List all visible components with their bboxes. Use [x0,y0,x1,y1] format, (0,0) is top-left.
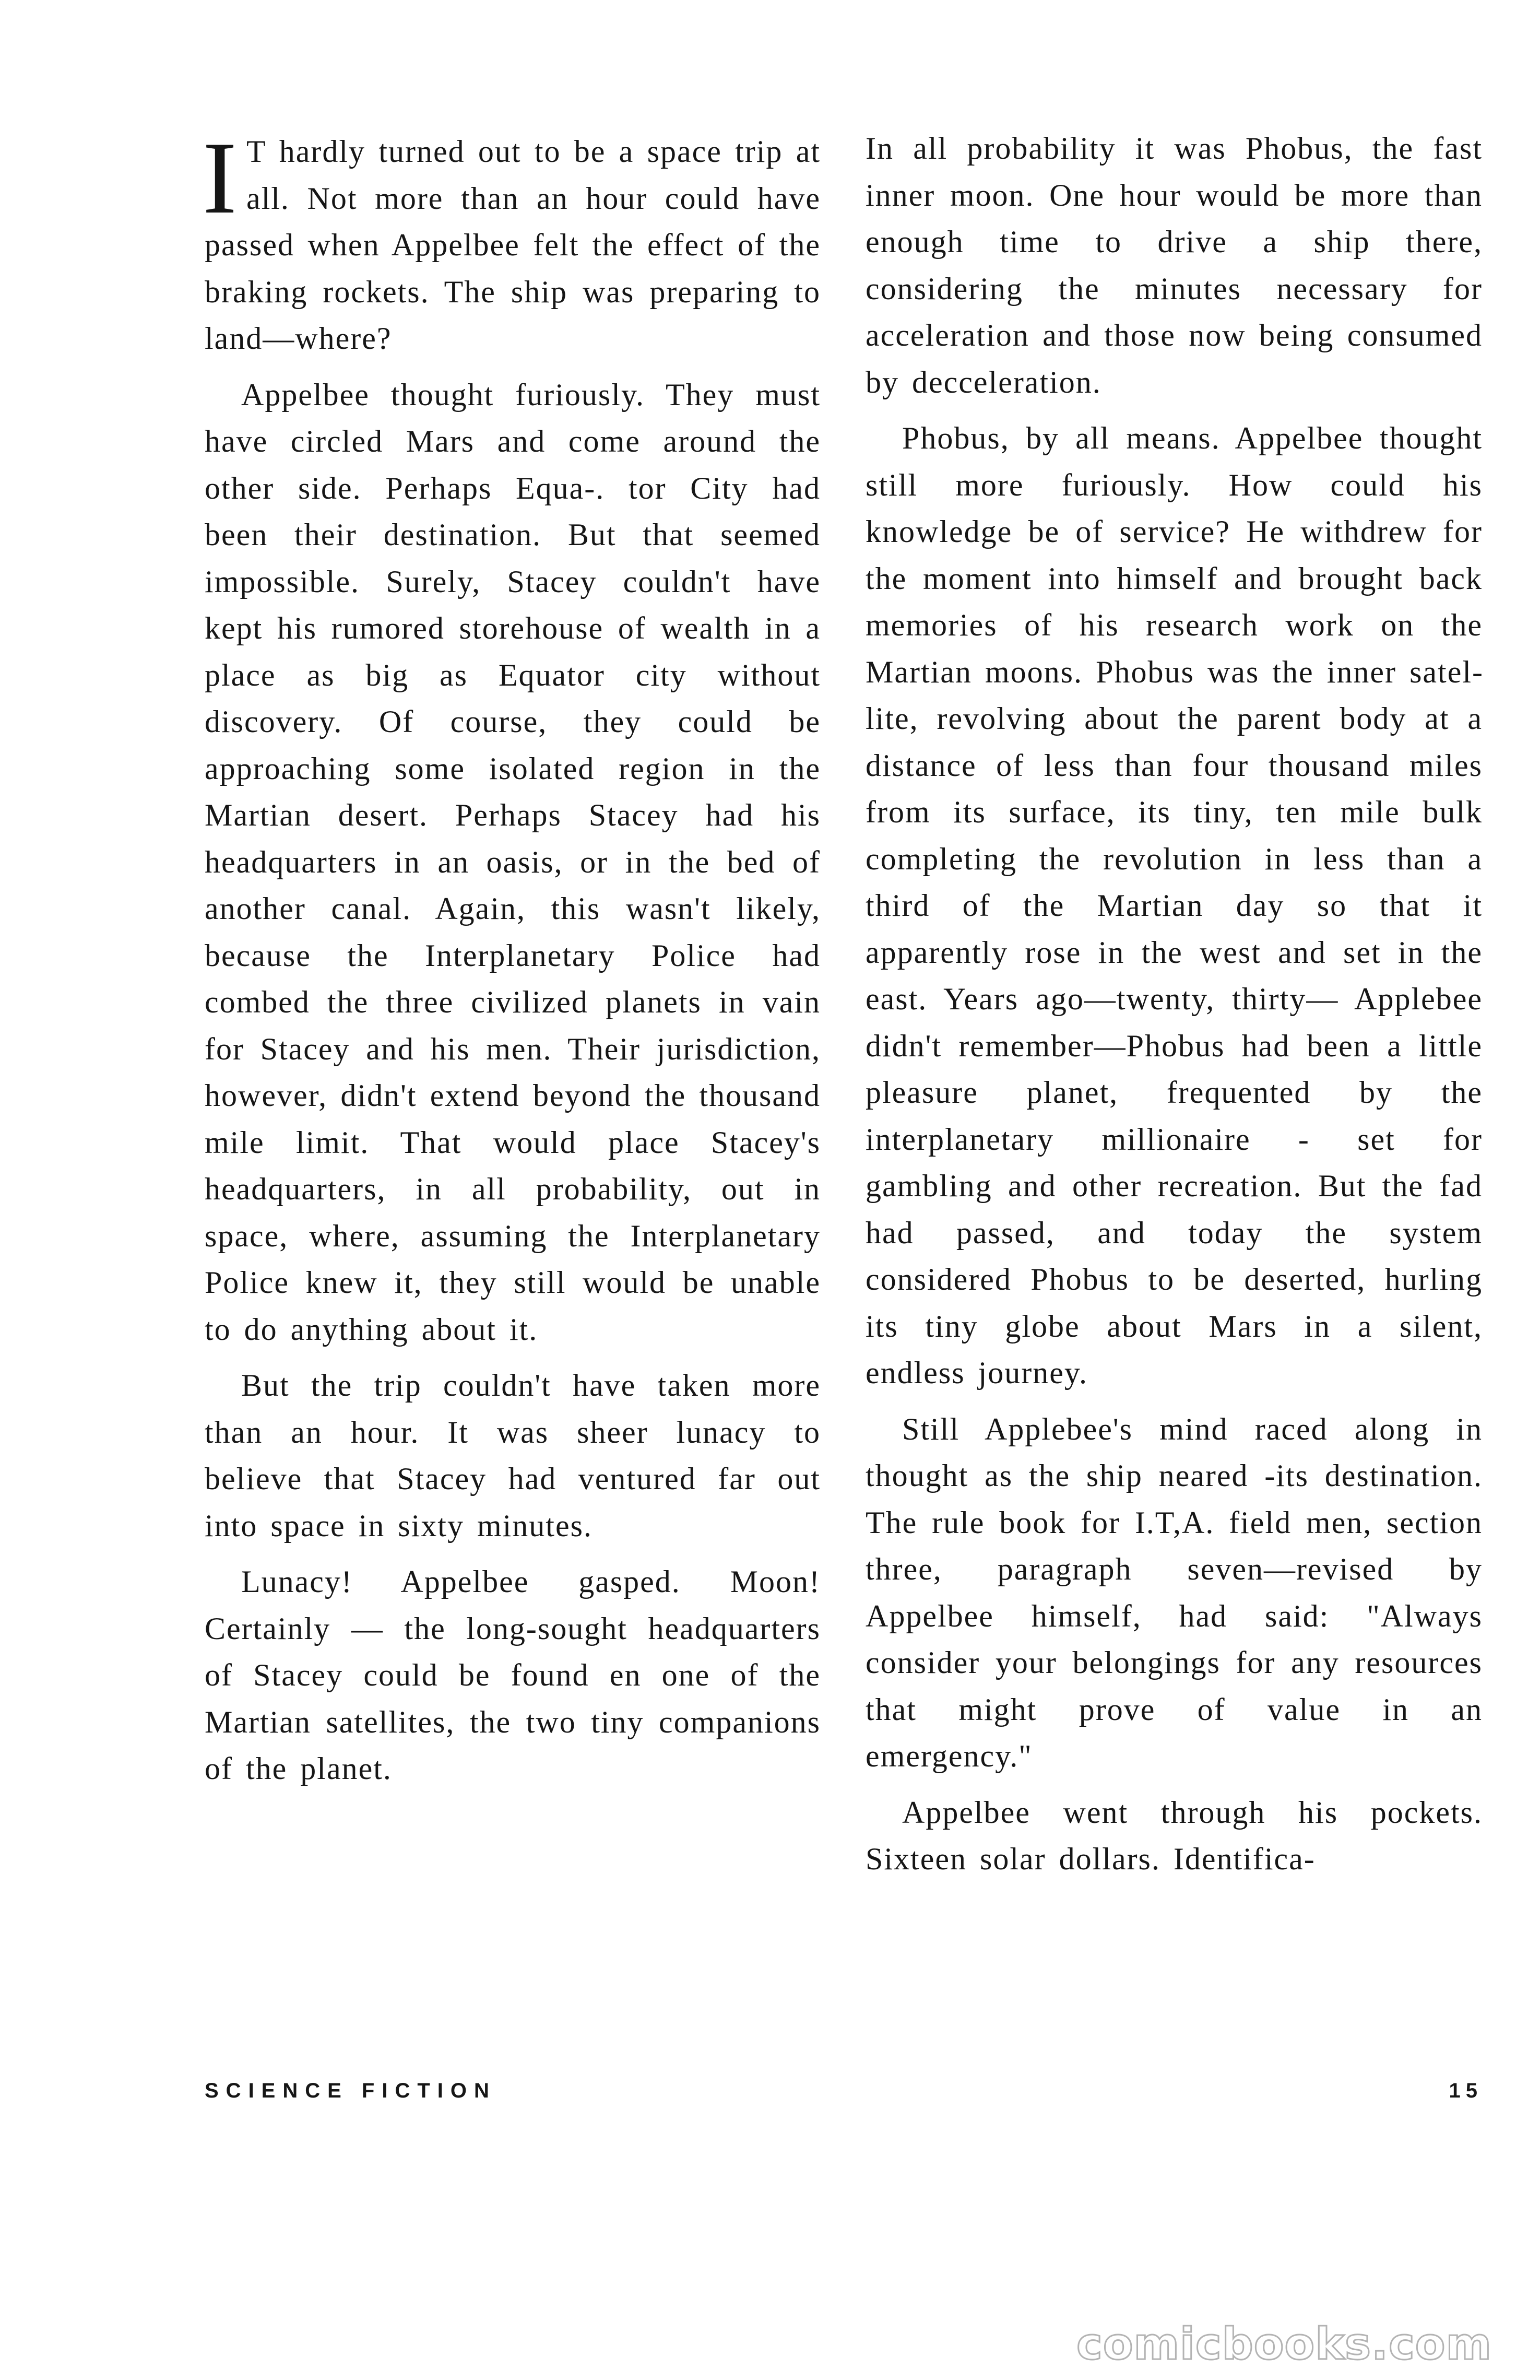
left-text-column [203,121,821,1802]
watermark-logo: comicbooks.com [1076,2318,1492,2370]
paragraph: But the trip couldn't have taken more than an hour. It was sheer lunacy to believe that Stacey had ventured far out into space in sixty minutes. [205,1368,821,1543]
paragraph: Appelbee went through his pockets. Sixteen solar dollars. Identifica- [866,1795,1483,1876]
magazine-name: SCIENCE FICTION [205,2079,496,2102]
page-number: 15 [1449,2079,1483,2102]
paragraph: Lunacy! Appelbee gasped. Moon! Certainly — the long-sought headquarters of Stacey could be found en one of the Martian satellites, the two tiny companions of the planet. [205,1564,821,1786]
paragraph: In all probability it was Phobus, the fast inner moon. One hour would be more than enough time to drive a ship there, considering the minutes necessary for acceleration and those now being consumed by decceleration. [866,131,1483,399]
paragraph: Phobus, by all means. Appelbee thought still more furiously. How could his knowledge be of service? He withdrew for the moment into himself and brought back memories of his research work on the Martian moons. Phobus was the inner satellite, revolving about the parent body at a distance of less than four thousand miles from its surface, its tiny, ten mile bulk completing the revolution in less than a third of the Martian day so that it apparently rose in the west and set in the east. Years ago—twenty, thirty— Applebee didn't remember—Phobus had been a little pleasure planet, frequented by the interplanetary millionaire - set for gambling and other recreation. But the fad had passed, and today the system considered Phobus to be deserted, hurling its tiny globe about Mars in a silent, endless journey. [866,421,1483,1390]
paragraph: Appelbee thought furiously. They must have circled Mars and come around the other side. Perhaps Equa-. tor City had been their destination. But that seemed impossible. Surely, Stacey couldn't have kept his rumored storehouse of wealth in a place as big as Equator city without discovery. Of course, they could be approaching some isolated region in the Martian desert. Perhaps Stacey had his headquarters in an oasis, or in the bed of another canal. Again, this wasn't likely, because the Interplanetary Police had combed the three civilized planets in vain for Stacey and his men. Their jurisdiction, however, didn't extend beyond the thousand mile limit. That would place Stacey's headquarters, in all probability, out in space, where, assuming the Interplanetary Police knew it, they still would be unable to do anything about it. [205,377,821,1347]
right-text-column [866,125,1483,1892]
opening-paragraph [203,121,821,362]
paragraph: Still Applebee's mind raced along in thought as the ship neared -its destination. The rule book for I.T,A. field men, section three, paragraph seven—revised by Appelbee himself, had said: "Always consider your belongings for any resources that might prove of value in an emergency." [866,1411,1483,1773]
opening-paragraph-text: T hardly turned out to be a space trip at all. Not more than an hour could have passed when Appelbee felt the effect of the braking rockets. The ship was preparing to land—where? [205,134,821,356]
drop-cap: I [203,121,238,235]
page-footer [205,2079,1483,2111]
